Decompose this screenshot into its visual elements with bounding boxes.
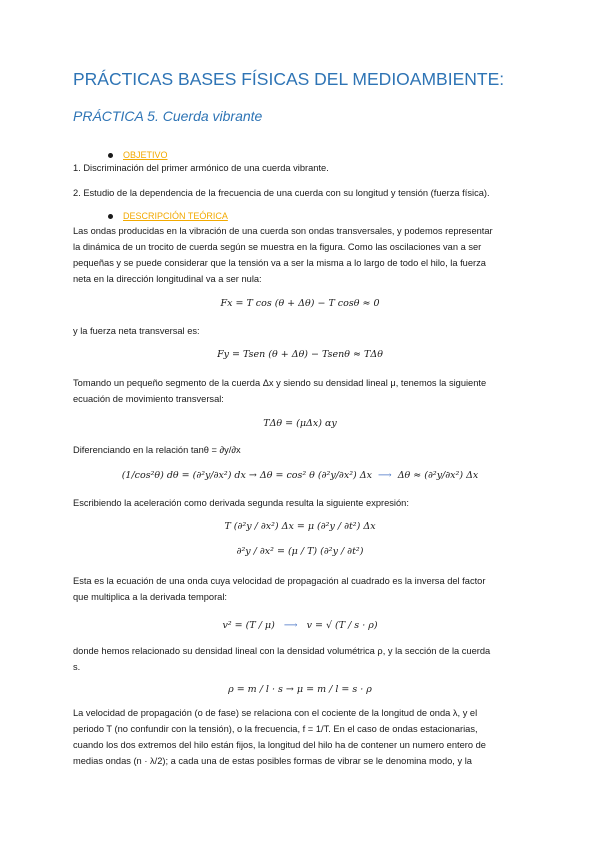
- equation-fx: Fx = T cos (θ + Δθ) − T cosθ ≈ 0: [220, 298, 380, 309]
- objective-item: 2. Estudio de la dependencia de la frecuencia de una cuerda con su longitud y tensión (fuerza física).: [73, 188, 490, 198]
- equation-fy: Fy = Tsen (θ + Δθ) − Tsenθ ≈ TΔθ: [217, 349, 383, 360]
- practice-subtitle: PRÁCTICA 5. Cuerda vibrante: [73, 108, 263, 124]
- arrow-right-icon: ⟶: [277, 620, 304, 631]
- paragraph-line: Escribiendo la aceleración como derivada segunda resulta la siguiente expresión:: [73, 498, 409, 508]
- paragraph-line: que multiplica a la derivada temporal:: [73, 592, 227, 602]
- equation-acceleration: T (∂²y / ∂x²) Δx = μ (∂²y / ∂t²) Δx: [224, 521, 376, 532]
- equation-wave: ∂²y / ∂x² = (μ / T) (∂²y / ∂t²): [236, 546, 364, 557]
- document-title: PRÁCTICAS BASES FÍSICAS DEL MEDIOAMBIENTE:: [73, 69, 505, 89]
- paragraph-line: medias ondas (n · λ/2); a cada una de estas posibles formas de vibrar se le denomina modo, y la: [73, 756, 472, 766]
- paragraph-line: y la fuerza neta transversal es:: [73, 326, 200, 336]
- paragraph-line: neta en la dirección longitudinal va a ser nula:: [73, 274, 262, 284]
- paragraph-line: Esta es la ecuación de una onda cuya velocidad de propagación al cuadrado es la inversa del factor: [73, 576, 486, 586]
- objetivo-heading: [108, 150, 168, 160]
- bullet-icon: [108, 214, 113, 219]
- equation-part: v = √ (T / s · ρ): [306, 620, 378, 631]
- equation-part: v² = (T / μ): [222, 620, 275, 631]
- paragraph-line: pequeñas y se puede considerar que la tensión va a ser la misma a lo largo de todo el hilo, la fuerza: [73, 258, 486, 268]
- paragraph-line: Tomando un pequeño segmento de la cuerda Δx y siendo su densidad lineal μ, tenemos la siguiente: [73, 378, 487, 388]
- equation-density: ρ = m / l · s → μ = m / l = s · ρ: [228, 684, 372, 695]
- teoria-link[interactable]: DESCRIPCIÓN TEÓRICA: [123, 211, 228, 221]
- paragraph-line: ecuación de movimiento transversal:: [73, 394, 224, 404]
- paragraph-line: cuando los dos extremos del hilo están fijos, la longitud del hilo ha de contener un numero entero de: [73, 740, 486, 750]
- teoria-heading: [108, 211, 228, 221]
- paragraph-line: La velocidad de propagación (o de fase) se relaciona con el cociente de la longitud de onda λ, y el: [73, 708, 478, 718]
- equation-differential: [0, 470, 600, 481]
- paragraph-line: la dinámica de un trocito de cuerda según se muestra en la figura. Como las oscilaciones van a ser: [73, 242, 482, 252]
- paragraph-line: donde hemos relacionado su densidad lineal con la densidad volumétrica ρ, y la sección de la cuerda: [73, 646, 491, 656]
- paragraph-line: Diferenciando en la relación tanθ = ∂y/∂x: [73, 445, 241, 455]
- paragraph-line: periodo T (no confundir con la tensión), o la frecuencia, f = 1/T. En el caso de ondas estacionarias,: [73, 724, 478, 734]
- equation-velocity: [0, 620, 600, 631]
- equation-part: Δθ ≈ (∂²y/∂x²) Δx: [397, 470, 479, 481]
- paragraph-line: Las ondas producidas en la vibración de una cuerda son ondas transversales, y podemos representar: [73, 226, 493, 236]
- objective-item: 1. Discriminación del primer armónico de una cuerda vibrante.: [73, 163, 329, 173]
- equation-part: (1/cos²θ) dθ = (∂²y/∂x²) dx → Δθ = cos² θ (∂²y/∂x²) Δx: [121, 470, 372, 481]
- bullet-icon: [108, 153, 113, 158]
- objetivo-link[interactable]: OBJETIVO: [123, 150, 168, 160]
- equation-motion: TΔθ = (μΔx) αy: [263, 418, 337, 429]
- paragraph-line: s.: [73, 662, 81, 672]
- arrow-right-icon: ⟶: [374, 470, 395, 481]
